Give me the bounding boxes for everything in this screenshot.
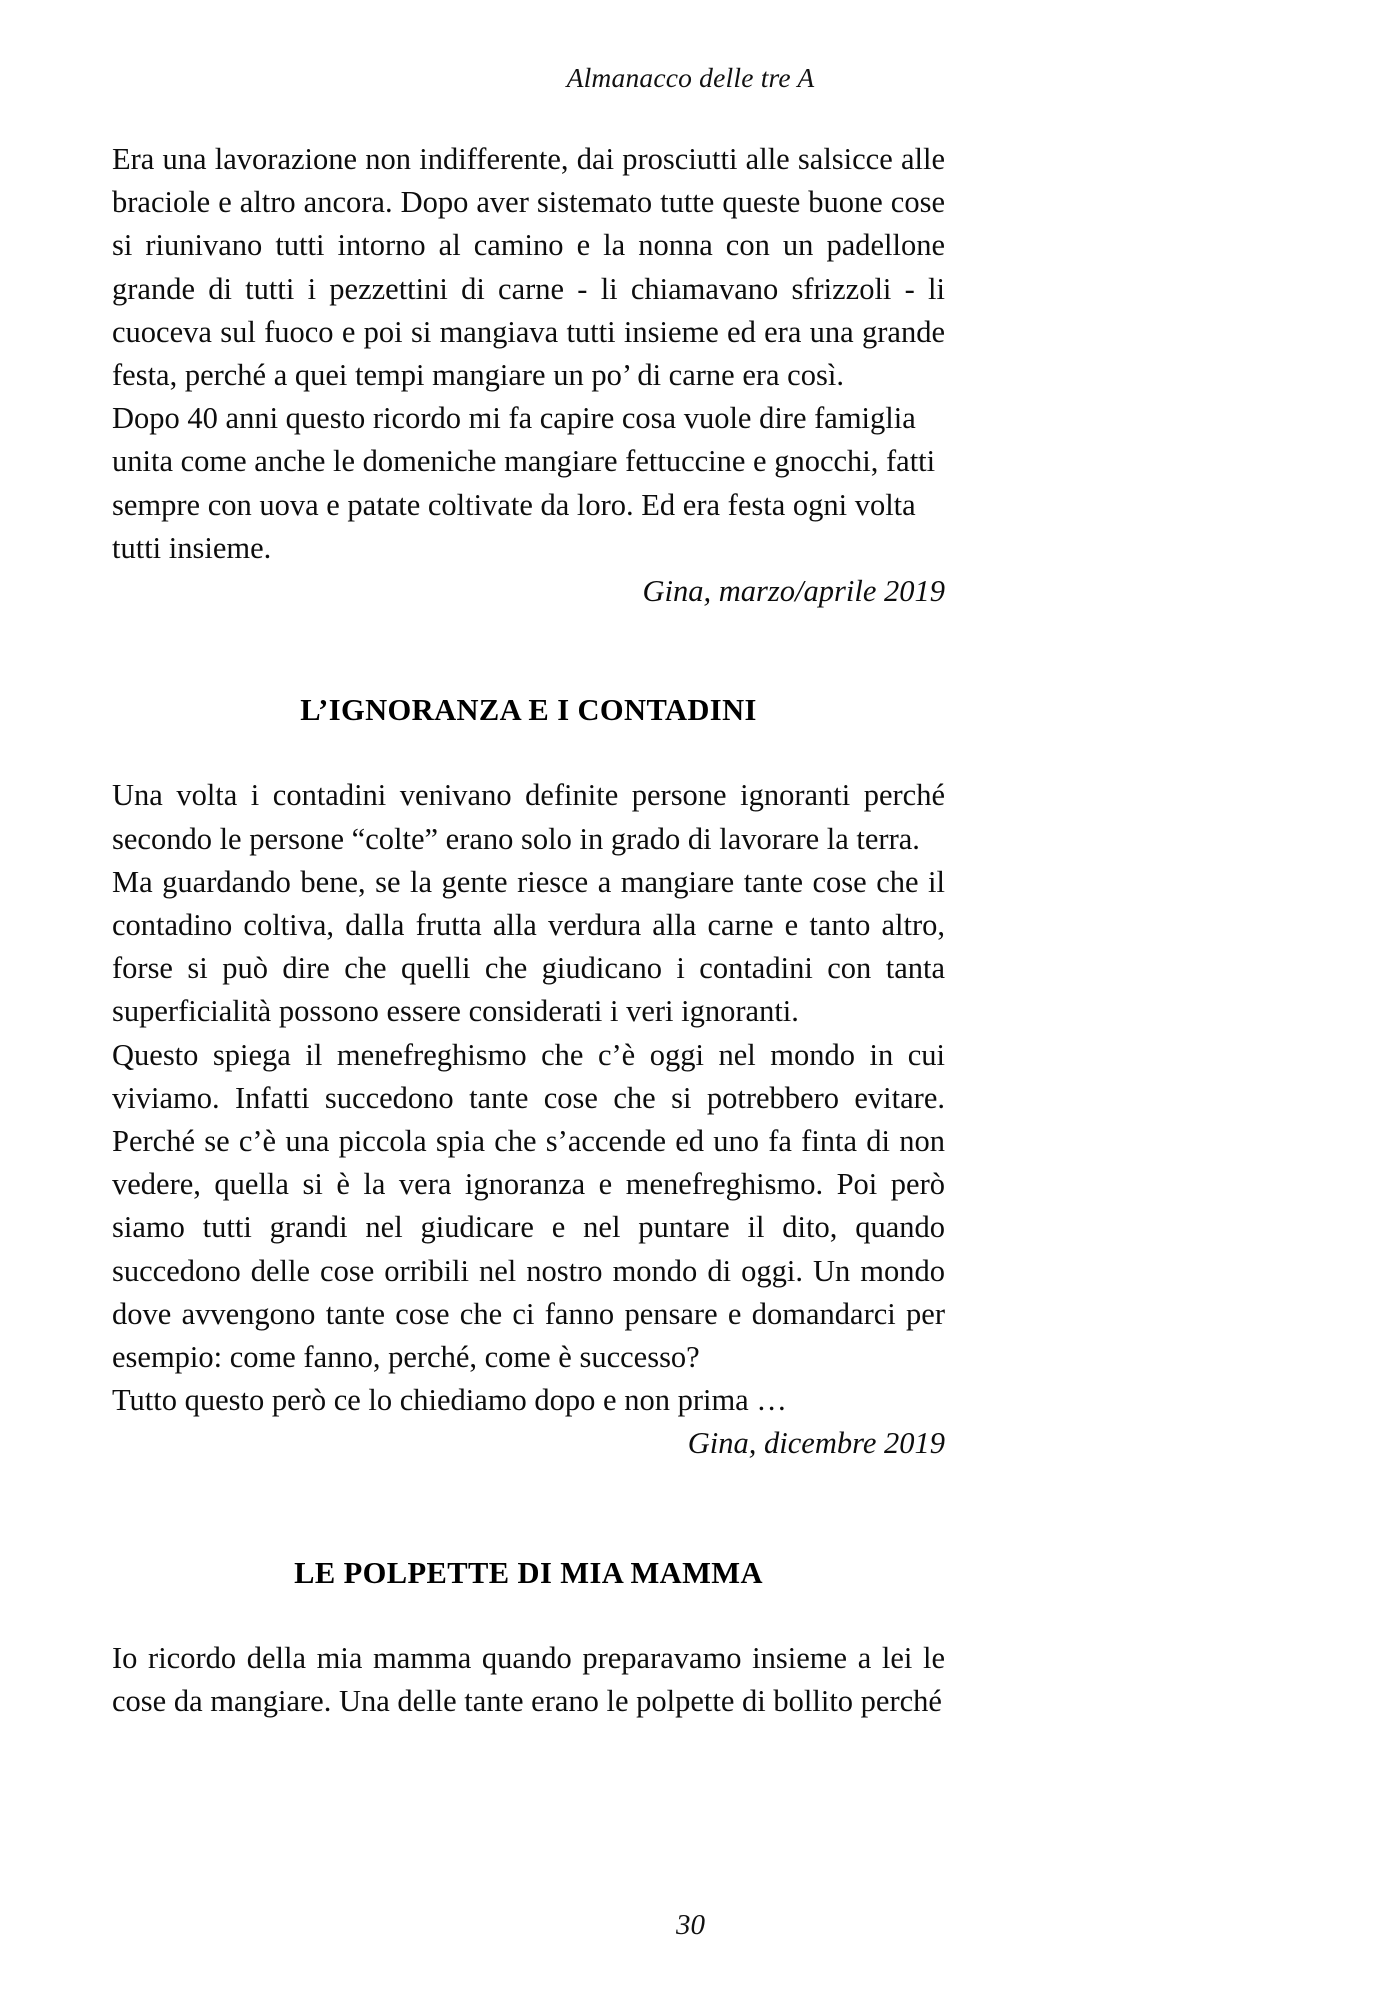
signature-gina-dicembre: Gina, dicembre 2019 [687,1426,945,1461]
heading-le-polpette-di-mia-mamma: LE POLPETTE DI MIA MAMMA [294,1555,763,1590]
paragraph-una-volta-i-contadini: Una volta i contadini venivano definite persone ignoranti perché secondo le persone “colte” erano solo in grado di lavorare la terra. [112,778,945,856]
running-header: Almanacco delle tre A [566,62,815,93]
spacer [112,613,945,689]
paragraph-questo-spiega-il-menefreghismo: Questo spiega il menefreghismo che c’è oggi nel mondo in cui viviamo. Infatti succedono tante cose che si potrebbero evitare. Perché se c’è una piccola spia che s’accende ed uno fa finta di non vedere, quella si è la vera ignoranza e menefreghismo. Poi però siamo tutti grandi nel giudicare e nel puntare il dito, quando succedono delle cose orribili nel nostro mondo di oggi. Un mondo dove avvengono tante cose che ci fanno pensare e domandarci per esempio: come fanno, perché, come è successo? [112,1037,945,1375]
paragraph-ma-guardando-bene: Ma guardando bene, se la gente riesce a mangiare tante cose che il contadino coltiva, dalla frutta alla verdura alla carne e tanto altro, forse si può dire che quelli che giudicano i contadini con tanta superficialità possono essere considerati i veri ignoranti. [112,864,945,1029]
paragraph-dopo-40-anni: Dopo 40 anni questo ricordo mi fa capire cosa vuole dire famiglia unita come anche le domeniche mangiare fettuccine e gnocchi, fatti sempre con uova e patate coltivate da loro. Ed era festa ogni volta tutti insieme. [112,401,936,565]
paragraph-era-una-lavorazione: Era una lavorazione non indifferente, dai prosciutti alle salsicce alle braciole e altro ancora. Dopo aver sistemato tutte queste buone cose si riunivano tutti intorno al camino e la nonna con un padellone grande di tutti i pezzettini di carne - li chiamavano sfrizzoli - li cuoceva sul fuoco e poi si mangiava tutti insieme ed era una grande festa, perché a quei tempi mangiare un po’ di carne era così. [112,142,945,393]
heading-lignoranza-e-i-contadini: L’IGNORANZA E I CONTADINI [300,693,757,728]
page-number: 30 [676,1909,705,1941]
spacer [112,1466,945,1552]
page-content [112,138,945,1723]
paragraph-io-ricordo-della-mia-mamma: Io ricordo della mia mamma quando preparavamo insieme a lei le cose da mangiare. Una delle tante erano le polpette di bollito perché [112,1640,945,1719]
signature-gina-marzo-aprile: Gina, marzo/aprile 2019 [642,574,945,609]
paragraph-tutto-questo-pero: Tutto questo però ce lo chiediamo dopo e non prima … [112,1383,787,1418]
spacer [112,1595,945,1637]
spacer [112,732,945,774]
